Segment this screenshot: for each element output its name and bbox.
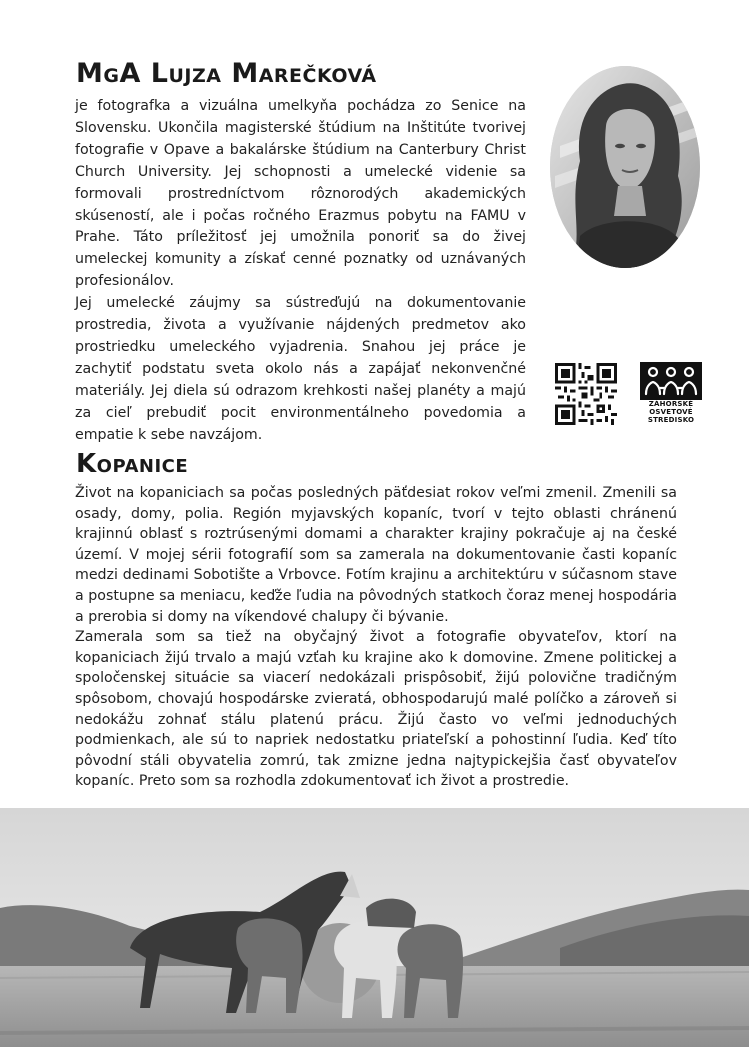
logo-text-line: STREDISKO [647, 416, 695, 424]
bio-paragraph: Jej umelecké záujmy sa sústreďujú na dokumentovanie prostredia, života a využívanie nájdených predmetov ako prostriedku umeleckého vyjadrenia. Snahou jej práce je zachytiť podstatu sveta okolo nás a zapájať nekonvenčné materiály. Jej diela sú odrazom krehkosti našej planéty a majú za cieľ prebudiť pocit environmentálneho povedomia a empatie k sebe navzájom. [75, 295, 526, 443]
logo-text-line: OSVETOVÉ [649, 408, 693, 416]
bio-paragraph: je fotografka a vizuálna umelkyňa pochádza zo Senice na Slovensku. Ukončila magisterské štúdium na Inštitúte tvorivej fotografie v Opave a bakalárske štúdium na Canterbury Christ Church University. Jej schopnosti a umelecké videnie sa formovali prostredníctvom rôznorodých akademických skúseností, ale i počas ročného Erazmus pobytu na FAMU v Prahe. Táto príležitosť jej umožnila ponoriť sa do živej umeleckej komunity a získať cenné poznatky od uznávaných profesionálov. [75, 98, 526, 290]
section-text [75, 483, 677, 792]
bio-title: MgA Lujza Marečková [76, 58, 377, 89]
zos-logo-icon [640, 362, 702, 400]
qr-code[interactable] [555, 363, 617, 425]
bio-text [75, 96, 526, 447]
section-paragraph: Zamerala som sa tiež na obyčajný život a fotografie obyvateľov, ktorí na kopaniciach žijú trvalo a majú vzťah ku krajine ako k domovine. Zmene politickej a spoločenskej situácie sa viacerí nedokázali prispôsobiť, žijú polovične tradičným spôsobom, chovajú hospodárske zvieratá, obhospodarujú malé políčko a zároveň si nedokážu zohnať stálu platenú prácu. Žijú často vo veľmi jednoduchých podmienkach, ale sú to napriek nedostatku priateľskí a pohostinní ľudia. Keď títo pôvodní stáli obyvatelia zomrú, tak zmizne jedna najtypickejšia časť obyvateľov kopaníc. Preto som sa rozhodla zdokumentovať ich život a prostredie. [75, 629, 677, 790]
section-paragraph: Život na kopaniciach sa počas posledných päťdesiat rokov veľmi zmenil. Zmenili sa osady, domy, polia. Región myjavských kopaníc, tvorí v tejto oblasti chránenú krajinnú oblasť s roztrúsenými domami a charakter krajiny pokračuje aj na české území. V mojej sérii fotografií som sa zamerala na dokumentovanie časti kopaníc medzi dedinami Sobotište a Vrbovce. Fotím krajinu a architektúru v súčasnom stave a postupne sa meniacu, keďže ľudia na pôvodných statkoch čoraz menej hospodária a prerobia si domy na víkendové chalupy či bývanie. [75, 485, 677, 625]
portrait-photo [550, 66, 700, 268]
section-title: Kopanice [76, 449, 189, 479]
logo-text-line: ZÁHORSKÉ [648, 400, 694, 408]
horses-landscape-photo [0, 808, 749, 1047]
zos-logo [640, 362, 702, 428]
